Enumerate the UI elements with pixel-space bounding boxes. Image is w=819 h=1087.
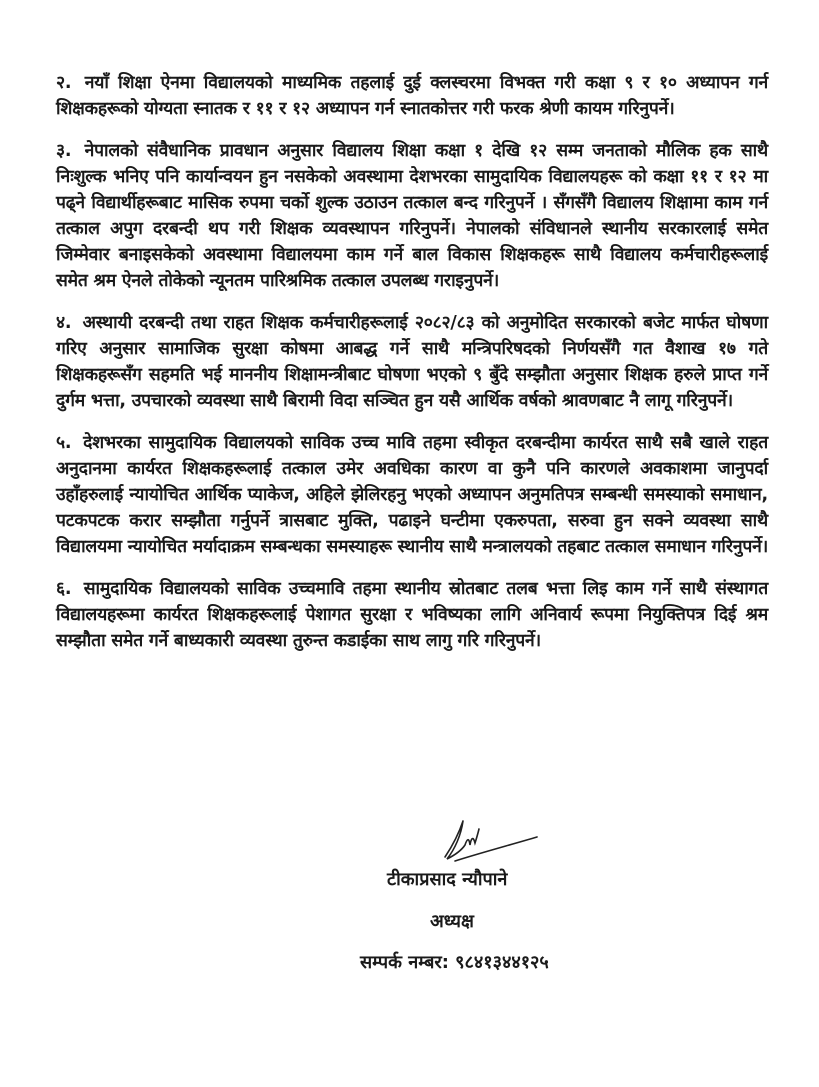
paragraph-2 [56,70,768,122]
paragraph-5 [56,430,768,560]
paragraph-text: नयाँ शिक्षा ऐनमा विद्यालयको माध्यमिक तहलाई दुई क्लस्चरमा विभक्त गरी कक्षा ९ र १० अध्यापन गर्न शिक्षकहरूको योग्यता स्नातक र ११ र १२ अध्यापन गर्न स्नातकोत्तर गरी फरक श्रेणी कायम गरिनुपर्ने। [56,73,768,119]
paragraph-number: ६. [56,579,72,599]
paragraph-number: ४. [56,313,72,333]
signer-name: टीकाप्रसाद न्यौपाने [387,869,508,890]
paragraph-number: २. [56,73,72,93]
paragraph-6 [56,576,768,654]
paragraph-text: देशभरका सामुदायिक विद्यालयको साविक उच्च मावि तहमा स्वीकृत दरबन्दीमा कार्यरत साथै सबै खाले राहत अनुदानमा कार्यरत शिक्षकहरूलाई तत्काल उमेर अवधिका कारण वा कुनै पनि कारणले अवकाशमा जानुपर्दा उहाँहरुलाई न्यायोचित आर्थिक प्याकेज, अहिले झेलिरहनु भएको अध्यापन अनुमतिपत्र सम्बन्धी समस्याको समाधान, पटकपटक करार सम्झौता गर्नुपर्ने त्रासबाट मुक्ति, पढाइने घन्टीमा एकरुपता, सरुवा हुन सक्ने व्यवस्था साथै विद्यालयमा न्यायोचित मर्यादाक्रम सम्बन्धका समस्याहरू स्थानीय साथै मन्त्रालयको तहबाट तत्काल समाधान गरिनुपर्ने। [56,433,769,557]
paragraph-3 [56,138,768,294]
paragraph-text: अस्थायी दरबन्दी तथा राहत शिक्षक कर्मचारीहरूलाई २०८२/८३ को अनुमोदित सरकारको बजेट मार्फत घोषणा गरिए अनुसार सामाजिक सुरक्षा कोषमा आबद्ध गर्ने साथै मन्त्रिपरिषदको निर्णयसँगै गत वैशाख १७ गते शिक्षकहरूसँग सहमति भई माननीय शिक्षामन्त्रीबाट घोषणा भएको ९ बुँदे सम्झौता अनुसार शिक्षक हरुले प्राप्त गर्ने दुर्गम भत्ता, उपचारको व्यवस्था साथै बिरामी विदा सञ्चित हुन यसै आर्थिक वर्षको श्रावणबाट नै लागू गरिनुपर्ने। [56,313,768,411]
signer-title: अध्यक्ष [430,911,474,932]
contact-number: सम्पर्क नम्बर: ९८४१३४४१२५ [360,952,549,973]
paragraph-number: ३. [56,141,72,161]
handwritten-signature-icon [425,815,545,865]
paragraph-text: नेपालको संवैधानिक प्रावधान अनुसार विद्यालय शिक्षा कक्षा १ देखि १२ सम्म जनताको मौलिक हक साथै निःशुल्क भनिए पनि कार्यान्वयन हुन नसकेको अवस्थामा देशभरका सामुदायिक विद्यालयहरू को कक्षा ११ र १२ मा पढ्ने विद्यार्थीहरूबाट मासिक रुपमा चर्को शुल्क उठाउन तत्काल बन्द गरिनुपर्ने । सँगसँगै विद्यालय शिक्षामा काम गर्न तत्काल अपुग दरबन्दी थप गरी शिक्षक व्यवस्थापन गरिनुपर्ने। नेपालको संविधानले स्थानीय सरकारलाई समेत जिम्मेवार बनाइसकेको अवस्थामा विद्यालयमा काम गर्ने बाल विकास शिक्षकहरू साथै विद्यालय कर्मचारीहरूलाई समेत श्रम ऐनले तोकेको न्यूनतम पारिश्रमिक तत्काल उपलब्ध गराइनुपर्ने। [56,141,768,291]
paragraph-4 [56,310,768,414]
paragraph-text: सामुदायिक विद्यालयको साविक उच्चमावि तहमा स्थानीय स्रोतबाट तलब भत्ता लिइ काम गर्ने साथै संस्थागत विद्यालयहरूमा कार्यरत शिक्षकहरूलाई पेशागत सुरक्षा र भविष्यका लागि अनिवार्य रूपमा नियुक्तिपत्र दिई श्रम सम्झौता समेत गर्ने बाध्यकारी व्यवस्था तुरुन्त कडाईका साथ लागु गरि गरिनुपर्ने। [56,579,768,651]
document-body [56,70,768,670]
signature-block [330,815,630,995]
paragraph-number: ५. [56,433,72,453]
